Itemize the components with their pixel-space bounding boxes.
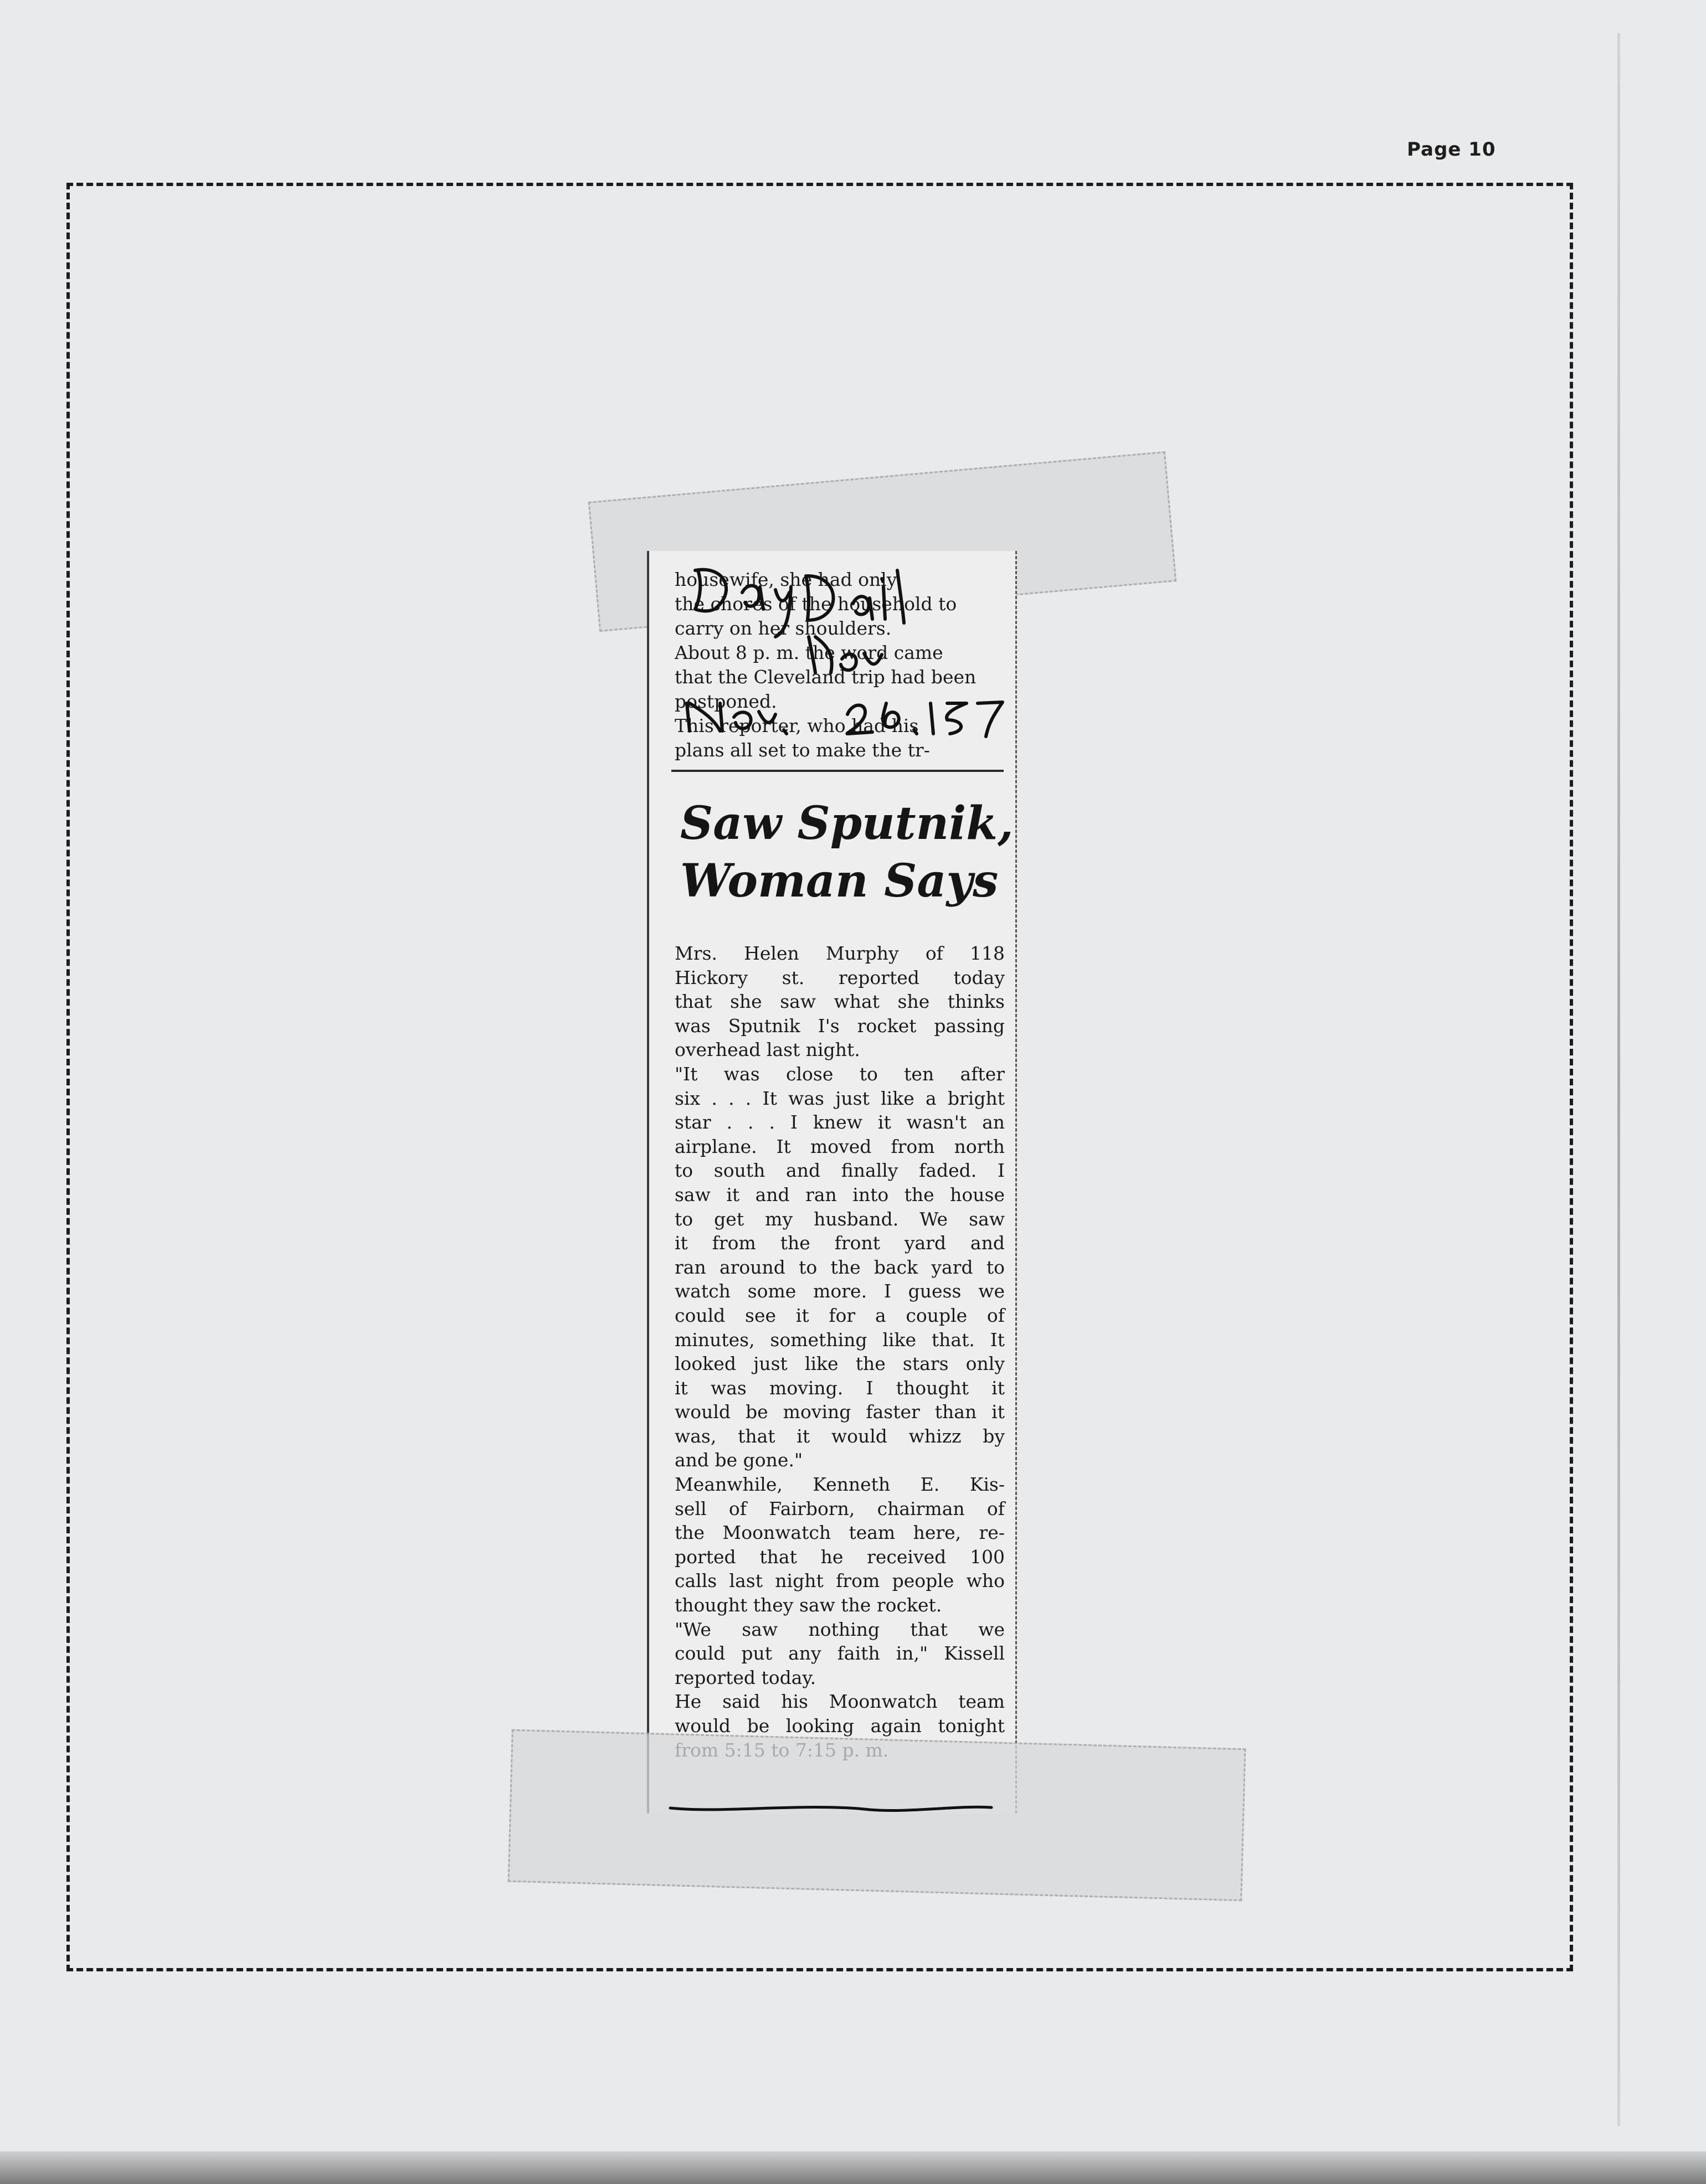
fragment-line: the chores of the household to [675, 593, 957, 615]
body-line: "It was close to ten after [675, 1063, 1005, 1085]
body-line: was Sputnik I's rocket passing [675, 1014, 1005, 1037]
article-body [675, 941, 1005, 1762]
page-number: Page 10 [1407, 138, 1496, 161]
body-line: "We saw nothing that we [675, 1618, 1005, 1640]
body-line: six . . . It was just like a bright [675, 1087, 1005, 1109]
headline-line-2: Woman Says [680, 854, 999, 908]
body-line: ported that he received 100 [675, 1546, 1005, 1568]
newspaper-clipping [647, 551, 1017, 1814]
body-line: minutes, something like that. It [675, 1328, 1005, 1351]
body-line: to get my husband. We saw [675, 1208, 1005, 1230]
tape-strip-bottom [508, 1729, 1246, 1902]
body-line: star . . . I knew it wasn't an [675, 1111, 1005, 1134]
fragment-line: postponed. [675, 691, 777, 712]
body-line: that she saw what she thinks [675, 991, 1005, 1013]
body-line: sell of Fairborn, chairman of [675, 1497, 1005, 1519]
body-line: looked just like the stars only [675, 1353, 1005, 1375]
article-headline [680, 795, 1013, 910]
body-line: Hickory st. reported today [675, 966, 1005, 988]
body-line: would be looking again tonight [675, 1715, 1005, 1737]
headline-line-1: Saw Sputnik, [680, 797, 1014, 850]
fragment-line: carry on her shoulders. [675, 617, 892, 639]
body-line: thought they saw the rocket. [675, 1594, 942, 1616]
body-line: watch some more. I guess we [675, 1280, 1005, 1302]
fragment-line: This reporter, who had his [675, 715, 919, 736]
body-line: airplane. It moved from north [675, 1135, 1005, 1157]
body-line: calls last night from people who [675, 1570, 1005, 1592]
body-line: reported today. [675, 1666, 816, 1688]
fragment-line: housewife, she had only [675, 569, 897, 590]
body-line: was, that it would whizz by [675, 1425, 1005, 1447]
body-line: could put any faith in," Kissell [675, 1642, 1005, 1665]
body-line: overhead last night. [675, 1039, 860, 1061]
body-line: He said his Moonwatch team [675, 1691, 1005, 1713]
column-divider-rule [671, 770, 1004, 772]
fragment-line: plans all set to make the tr- [675, 739, 930, 761]
body-line: would be moving faster than it [675, 1401, 1005, 1423]
body-line: Meanwhile, Kenneth E. Kis- [675, 1474, 1005, 1496]
body-line: the Moonwatch team here, re- [675, 1522, 1005, 1544]
body-line: it from the front yard and [675, 1232, 1005, 1254]
body-line: it was moving. I thought it [675, 1377, 1005, 1399]
body-line: could see it for a couple of [675, 1304, 1005, 1326]
fragment-line: that the Cleveland trip had been [675, 666, 977, 688]
body-line: Mrs. Helen Murphy of 118 [675, 942, 1005, 964]
fragment-line: About 8 p. m. the word came [675, 642, 943, 663]
body-line: saw it and ran into the house [675, 1183, 1005, 1206]
body-line: to south and finally faded. I [675, 1160, 1005, 1182]
clipping-top-fragment [675, 568, 1001, 763]
body-line: ran around to the back yard to [675, 1256, 1005, 1278]
page-edge-shadow [1617, 33, 1620, 2126]
scan-bottom-edge [0, 2151, 1706, 2184]
body-line: and be gone." [675, 1449, 803, 1471]
